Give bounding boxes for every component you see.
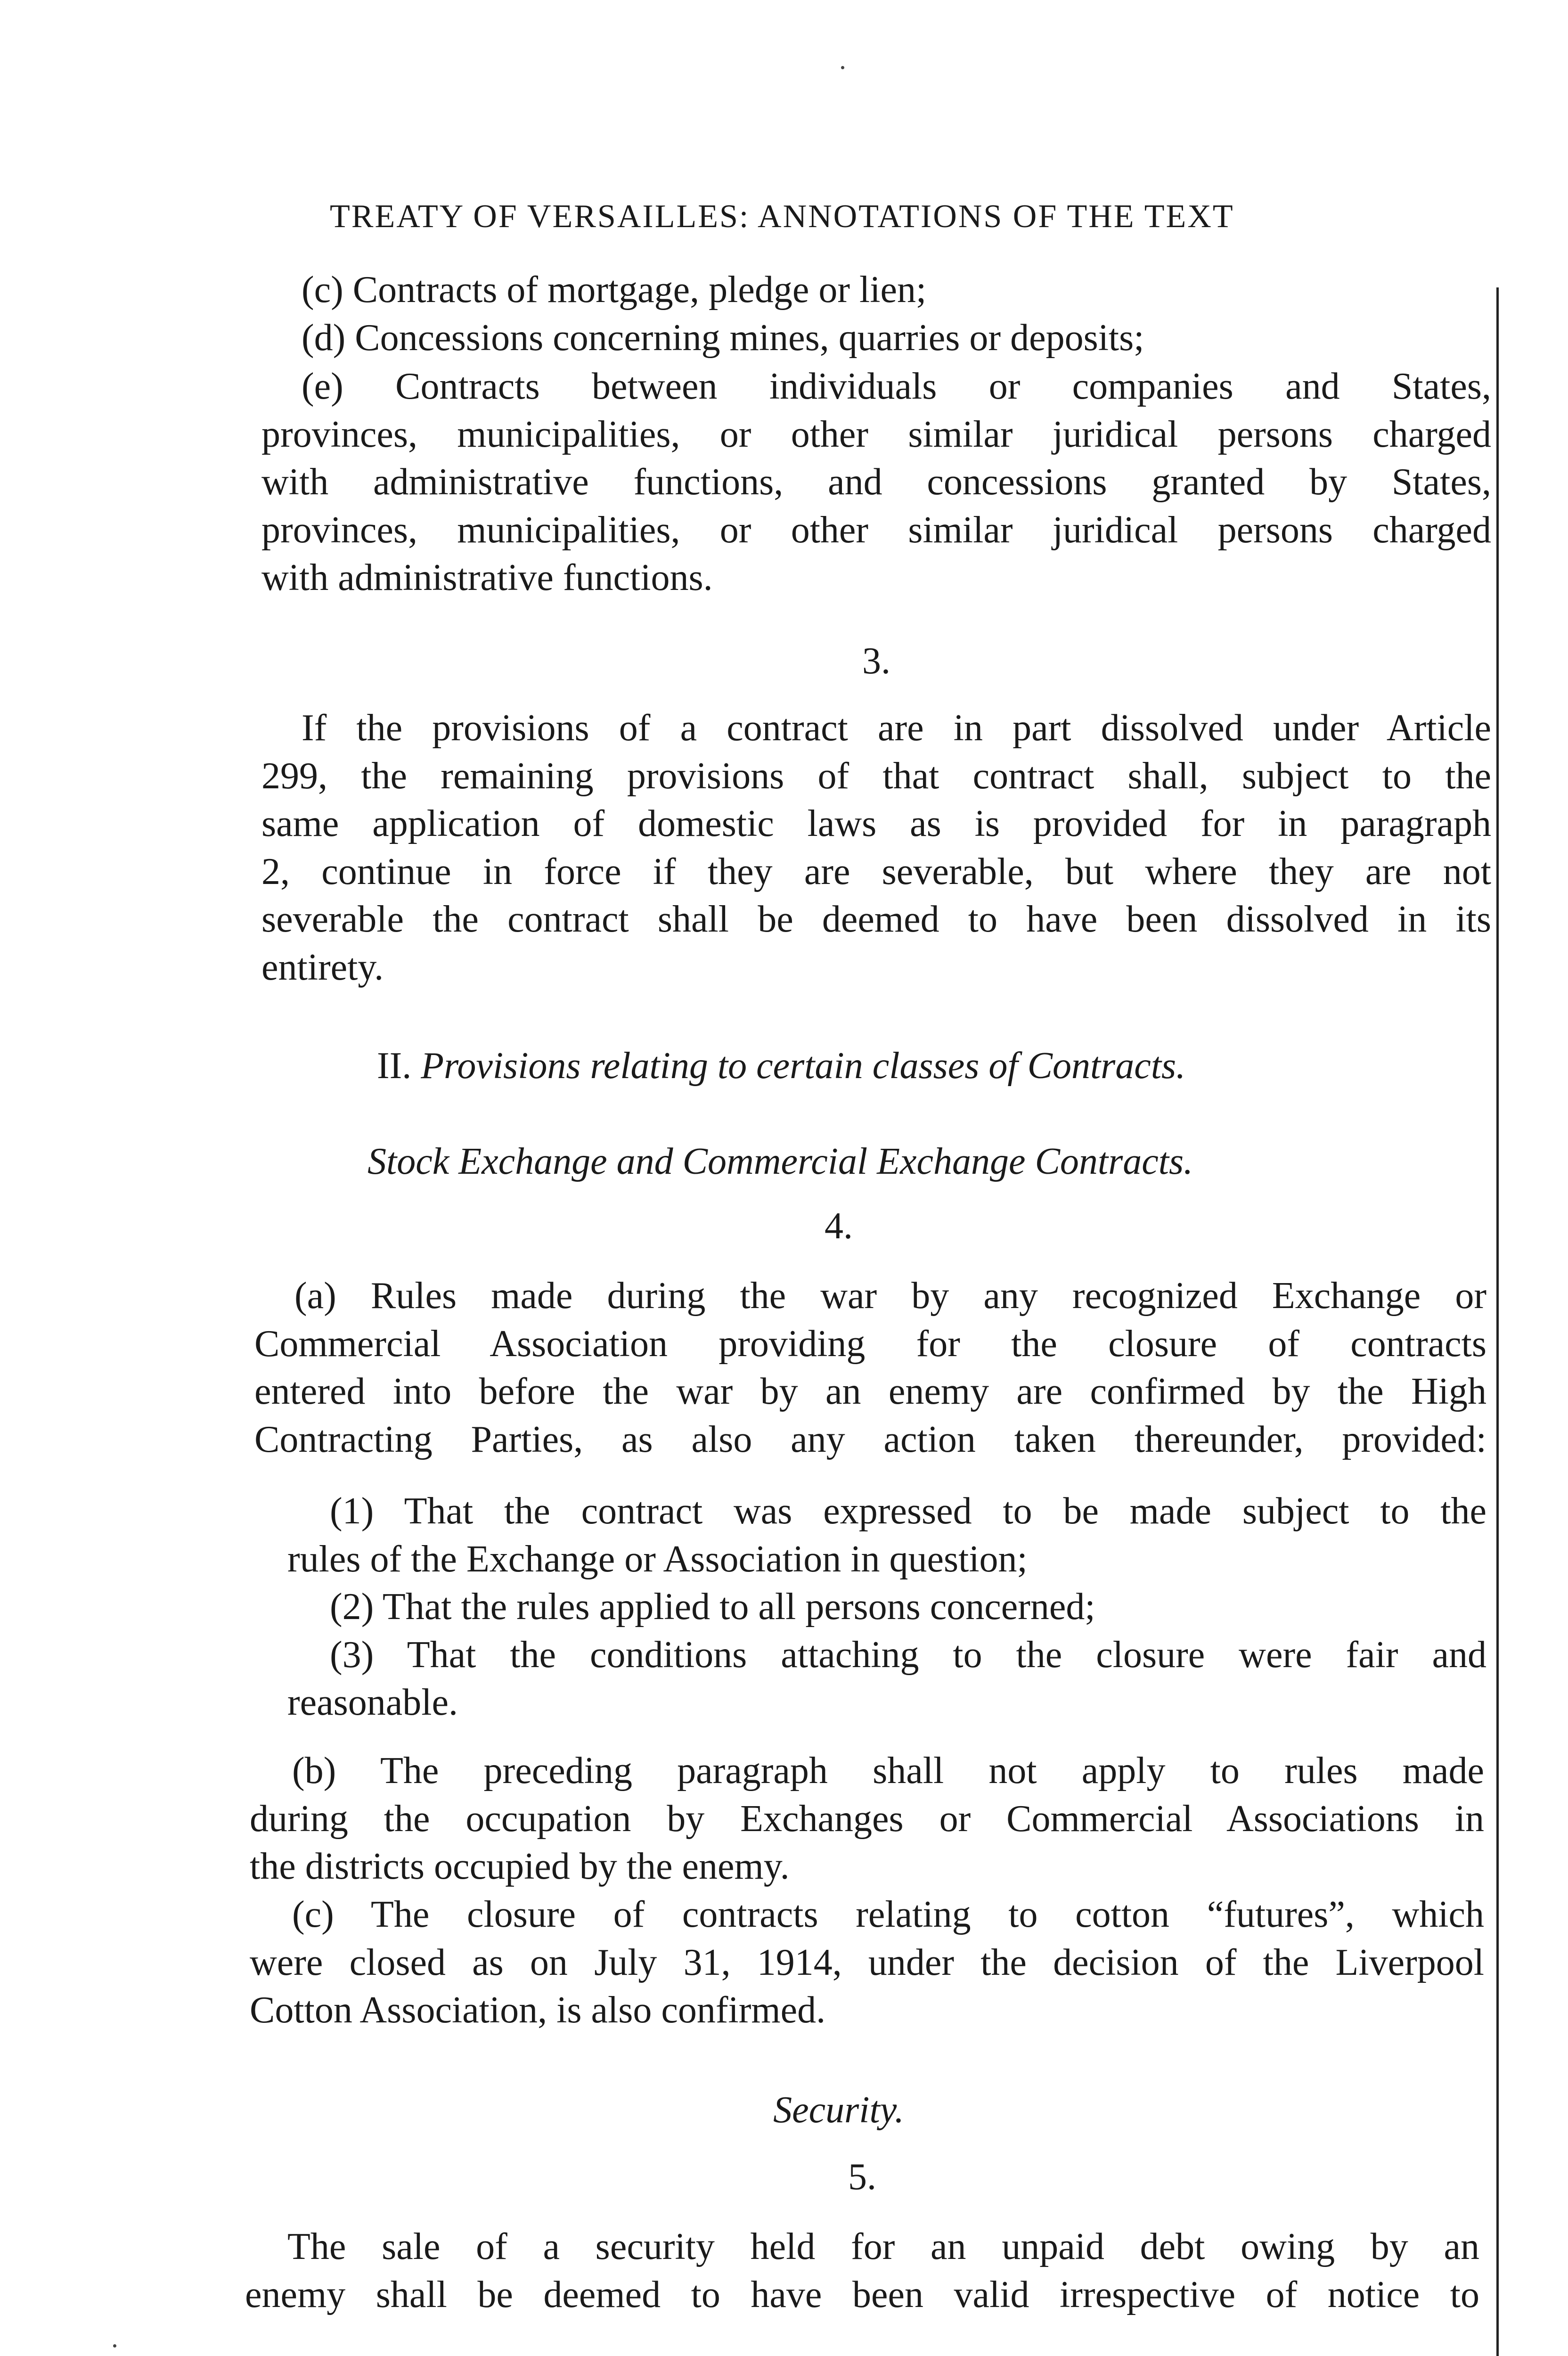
item-d: (d) Concessions concerning mines, quarries or deposits;: [302, 317, 1144, 359]
section-5-line: enemy shall be deemed to have been valid irrespective of notice to: [245, 2274, 1479, 2315]
section-3-line: same application of domestic laws as is provided for in paragraph: [261, 803, 1491, 844]
section-4-number: 4.: [825, 1205, 853, 1247]
section-3-line: 299, the remaining provisions of that contract shall, subject to the: [261, 755, 1491, 797]
section-4a-line: Contracting Parties, as also any action taken thereunder, provided:: [254, 1419, 1486, 1460]
section-3-line: severable the contract shall be deemed to have been dissolved in its: [261, 899, 1491, 940]
section-4b-line: the districts occupied by the enemy.: [250, 1846, 790, 1887]
section-3-number: 3.: [862, 640, 890, 682]
section-4a-line: entered into before the war by an enemy are confirmed by the High: [254, 1371, 1486, 1412]
item-e-line: with administrative functions.: [261, 557, 713, 598]
part-2-title: Provisions relating to certain classes of Contracts.: [421, 1045, 1186, 1087]
item-e-line: provinces, municipalities, or other similar juridical persons charged: [261, 414, 1491, 455]
condition-1-line: (1) That the contract was expressed to be made subject to the: [330, 1490, 1486, 1532]
section-5-line: The sale of a security held for an unpaid debt owing by an: [287, 2226, 1479, 2267]
section-3-line: entirety.: [261, 947, 384, 988]
scan-speck: [113, 2344, 116, 2348]
section-3-line: If the provisions of a contract are in part dissolved under Article: [302, 707, 1491, 749]
section-4a-line: Commercial Association providing for the closure of contracts: [254, 1323, 1486, 1365]
condition-1-line: rules of the Exchange or Association in question;: [287, 1538, 1028, 1580]
right-margin-rule: [1496, 287, 1499, 2356]
part-2-heading: [377, 1042, 1185, 1089]
section-4c-line: (c) The closure of contracts relating to cotton “futures”, which: [292, 1894, 1484, 1935]
section-5-number: 5.: [848, 2156, 876, 2198]
section-4c-line: Cotton Association, is also confirmed.: [250, 1989, 826, 2031]
section-3-line: 2, continue in force if they are severable, but where they are not: [261, 851, 1491, 892]
condition-2: (2) That the rules applied to all persons concerned;: [330, 1586, 1095, 1628]
security-heading: Security.: [773, 2089, 904, 2131]
running-header: TREATY OF VERSAILLES: ANNOTATIONS OF THE TEXT: [330, 198, 1234, 235]
item-c: (c) Contracts of mortgage, pledge or lien;: [302, 269, 927, 311]
part-2-numeral: II.: [377, 1045, 412, 1087]
item-e-line: (e) Contracts between individuals or companies and States,: [302, 366, 1491, 407]
condition-3-line: (3) That the conditions attaching to the closure were fair and: [330, 1634, 1486, 1676]
item-e-line: with administrative functions, and concessions granted by States,: [261, 461, 1491, 503]
section-4b-line: during the occupation by Exchanges or Commercial Associations in: [250, 1798, 1484, 1840]
scan-speck: [841, 66, 844, 69]
section-4a-line: (a) Rules made during the war by any recognized Exchange or: [294, 1275, 1486, 1317]
section-4c-line: were closed as on July 31, 1914, under the decision of the Liverpool: [250, 1942, 1484, 1983]
item-e-line: provinces, municipalities, or other similar juridical persons charged: [261, 509, 1491, 551]
condition-3-line: reasonable.: [287, 1682, 458, 1723]
section-4b-line: (b) The preceding paragraph shall not apply to rules made: [292, 1750, 1484, 1792]
exchange-contracts-heading: Stock Exchange and Commercial Exchange Contracts.: [368, 1141, 1193, 1182]
